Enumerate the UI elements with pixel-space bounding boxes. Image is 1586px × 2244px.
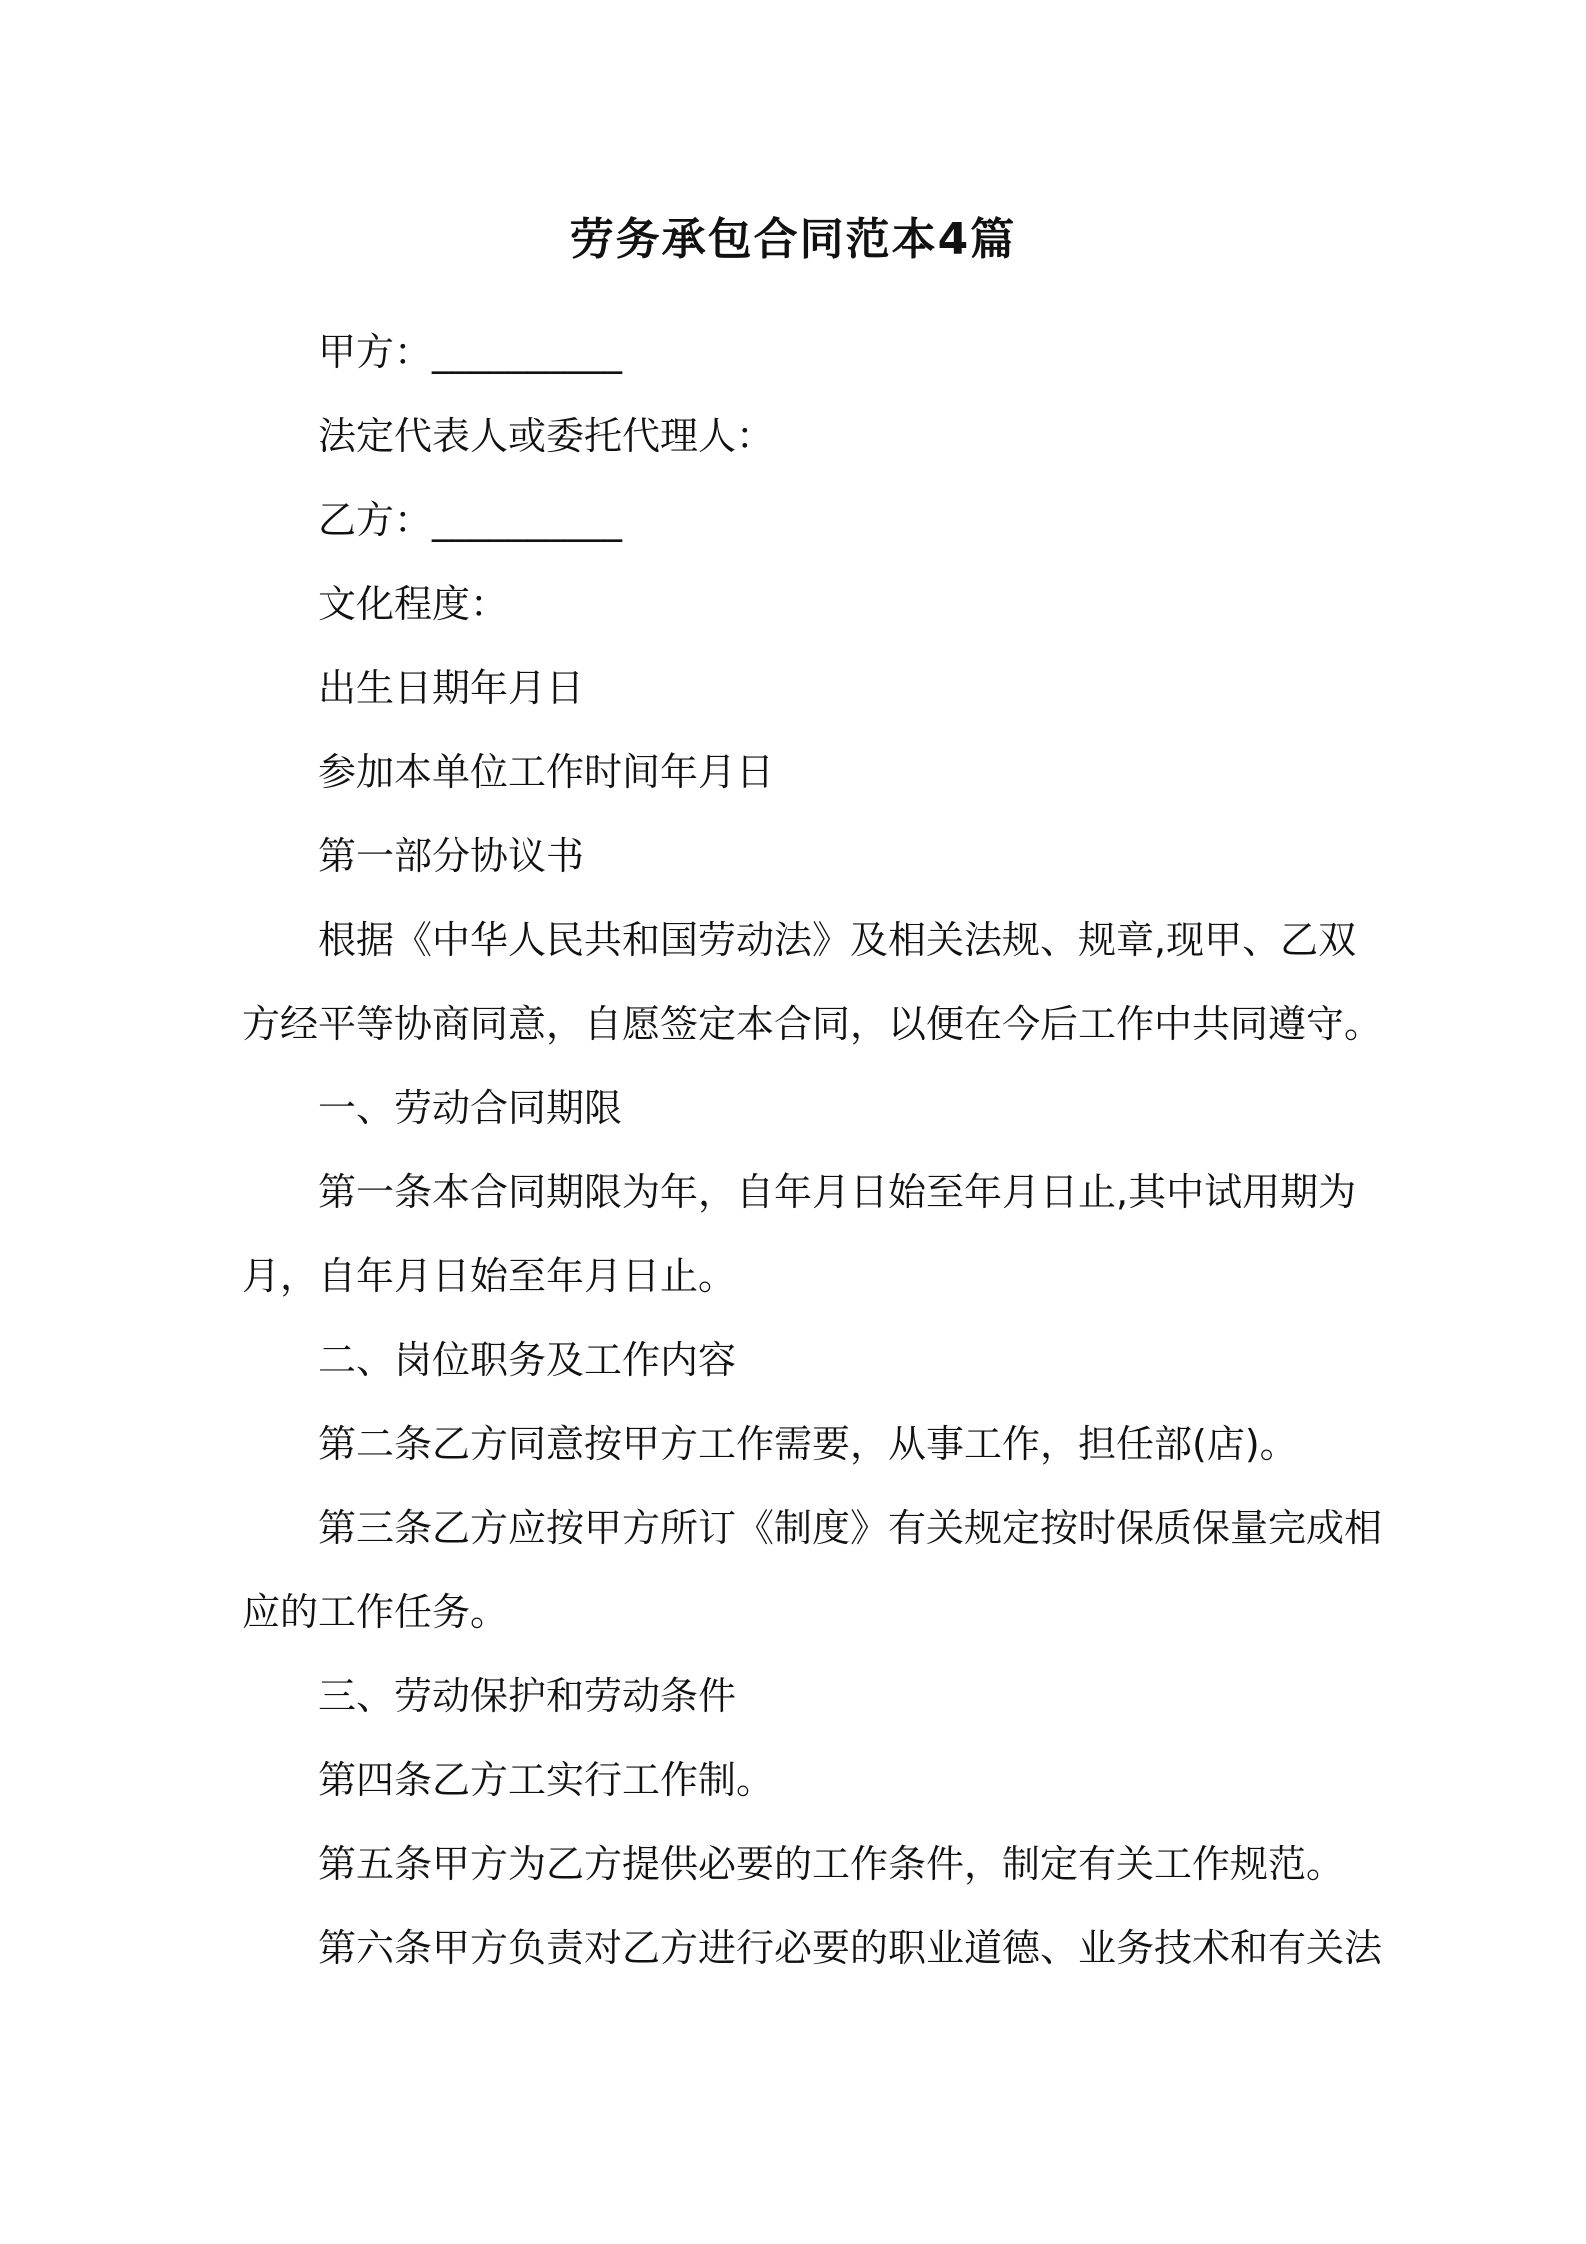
part-one-heading: 第一部分协议书 — [318, 834, 585, 878]
section-heading: 二、岗位职务及工作内容 — [318, 1338, 737, 1382]
document-title: 劳务承包合同范本4篇 — [569, 214, 1017, 265]
paragraph-line: 方经平等协商同意，自愿签定本合同，以便在今后工作中共同遵守。 — [242, 1002, 1383, 1046]
paragraph-line: 应的工作任务。 — [242, 1590, 509, 1634]
paragraph-line: 第四条乙方工实行工作制。 — [318, 1758, 775, 1802]
paragraph-line: 第三条乙方应按甲方所订《制度》有关规定按时保质保量完成相 — [318, 1506, 1383, 1550]
paragraph-line: 根据《中华人民共和国劳动法》及相关法规、规章,现甲、乙双 — [318, 918, 1357, 962]
paragraph-line: 第五条甲方为乙方提供必要的工作条件，制定有关工作规范。 — [318, 1842, 1345, 1886]
paragraph-line: 第一条本合同期限为年，自年月日始至年月日止,其中试用期为 — [318, 1170, 1357, 1214]
paragraph-line: 第二条乙方同意按甲方工作需要，从事工作，担任部(店)。 — [318, 1422, 1298, 1466]
paragraph-line: 月，自年月日始至年月日止。 — [242, 1254, 737, 1298]
join-date-line: 参加本单位工作时间年月日 — [318, 750, 775, 794]
education-line: 文化程度： — [318, 582, 509, 626]
party-a-line: 甲方：__________ — [318, 330, 623, 374]
section-heading: 三、劳动保护和劳动条件 — [318, 1674, 737, 1718]
paragraph-line: 第六条甲方负责对乙方进行必要的职业道德、业务技术和有关法 — [318, 1926, 1383, 1970]
birth-date-line: 出生日期年月日 — [318, 666, 585, 710]
legal-representative-line: 法定代表人或委托代理人： — [318, 414, 775, 458]
section-heading: 一、劳动合同期限 — [318, 1086, 623, 1130]
party-b-line: 乙方：__________ — [318, 498, 623, 542]
